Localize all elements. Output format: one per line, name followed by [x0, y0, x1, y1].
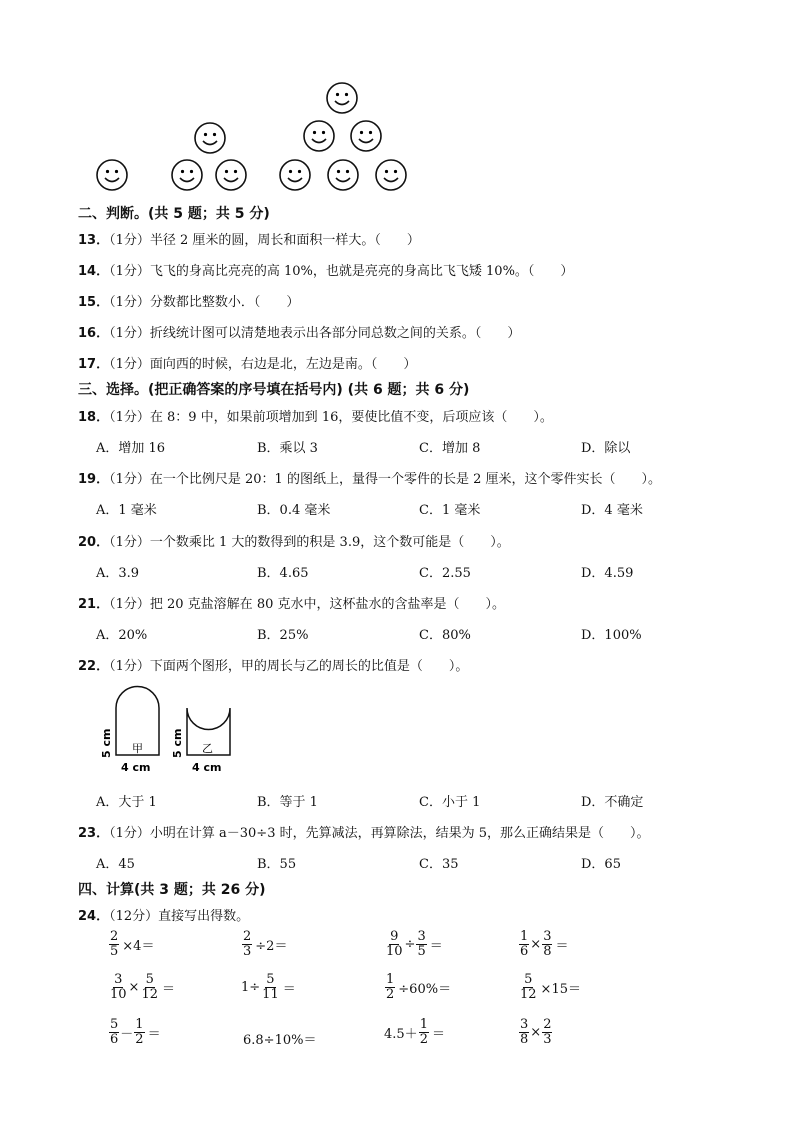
- perimeter-figure: [96, 680, 246, 780]
- smiley-icon: [279, 159, 311, 191]
- option-d: D．不确定: [581, 795, 644, 810]
- calc-item: $\frac{3}{8}$ × $\frac{2}{3}$: [520, 1017, 552, 1047]
- question-23: 23．（1分）小明在计算 a－30÷3 时，先算减法，再算除法，结果为 5，那么正确结果是（ ）。: [78, 826, 650, 841]
- question-20: 20．（1分）一个数乘比 1 大的数得到的积是 3.9，这个数可能是（ ）。: [78, 535, 510, 550]
- option-b: B．0.4 毫米: [257, 503, 331, 518]
- question-22: 22．（1分）下面两个图形，甲的周长与乙的周长的比值是（ ）。: [78, 659, 469, 674]
- calc-item: $\frac{9}{10}$ ÷ $\frac{3}{5}$ ＝: [386, 929, 443, 959]
- smiley-icon: [375, 159, 407, 191]
- section-title: 三、选择。(把正确答案的序号填在括号内) (共 6 题；共 6 分): [78, 382, 470, 398]
- option-c: C．小于 1: [419, 795, 481, 810]
- calc-item: $\frac{1}{2}$ ÷60%＝: [386, 972, 452, 1002]
- smiley-icon: [194, 122, 226, 154]
- option-b: B．55: [257, 857, 297, 872]
- smiley-icon: [350, 120, 382, 152]
- calc-item: $\frac{1}{6}$ × $\frac{3}{8}$ ＝: [520, 929, 569, 959]
- option-a: A．大于 1: [96, 795, 157, 810]
- smiley-icon: [96, 159, 128, 191]
- smiley-icon: [171, 159, 203, 191]
- option-a: A．3.9: [96, 566, 140, 581]
- width-label-jia: 4 cm: [121, 761, 151, 774]
- question-13: 13．（1分）半径 2 厘米的圆，周长和面积一样大。（ ）: [78, 233, 420, 248]
- option-a: A．20%: [96, 628, 148, 643]
- option-d: D．4.59: [581, 566, 634, 581]
- label-yi: 乙: [202, 742, 213, 755]
- calc-item: $\frac{2}{5}$ ×4＝: [110, 929, 155, 959]
- option-b: B．乘以 3: [257, 441, 318, 456]
- calc-item: 4.5＋ $\frac{1}{2}$ ＝: [384, 1017, 445, 1047]
- height-label-jia: 5 cm: [100, 728, 113, 758]
- option-a: A．增加 16: [96, 441, 166, 456]
- option-c: C．1 毫米: [419, 503, 481, 518]
- option-a: A．45: [96, 857, 135, 872]
- calc-item: 6.8÷10%＝: [243, 1033, 317, 1048]
- calc-item: 1÷ $\frac{5}{11}$ ＝: [241, 972, 296, 1002]
- label-jia: 甲: [132, 742, 143, 755]
- section-title: 四、计算(共 3 题；共 26 分): [78, 882, 266, 898]
- section-title: 二、判断。(共 5 题；共 5 分): [78, 206, 270, 222]
- question-21: 21．（1分）把 20 克盐溶解在 80 克水中，这杯盐水的含盐率是（ ）。: [78, 597, 505, 612]
- calc-item: $\frac{5}{12}$ ×15＝: [520, 972, 581, 1002]
- option-b: B．25%: [257, 628, 309, 643]
- option-d: D．除以: [581, 441, 631, 456]
- question-15: 15．（1分）分数都比整数小．（ ）: [78, 295, 300, 310]
- smiley-icon: [215, 159, 247, 191]
- height-label-yi: 5 cm: [171, 728, 184, 758]
- option-a: A．1 毫米: [96, 503, 157, 518]
- question-19: 19．（1分）在一个比例尺是 20：1 的图纸上，量得一个零件的长是 2 厘米，这个零件实长（ ）。: [78, 472, 661, 487]
- option-c: C．2.55: [419, 566, 471, 581]
- calc-item: $\frac{5}{6}$ － $\frac{1}{2}$ ＝: [110, 1017, 161, 1047]
- question-17: 17．（1分）面向西的时候，右边是北，左边是南。（ ）: [78, 357, 417, 372]
- question-18: 18．（1分）在 8：9 中，如果前项增加到 16，要使比值不变，后项应该（ ）。: [78, 410, 553, 425]
- option-c: C．35: [419, 857, 459, 872]
- option-b: B．4.65: [257, 566, 309, 581]
- option-d: D．4 毫米: [581, 503, 643, 518]
- calc-item: $\frac{2}{3}$ ÷2＝: [243, 929, 288, 959]
- smiley-icon: [326, 82, 358, 114]
- width-label-yi: 4 cm: [192, 761, 222, 774]
- smiley-icon: [327, 159, 359, 191]
- option-d: D．65: [581, 857, 621, 872]
- option-d: D．100%: [581, 628, 642, 643]
- question-14: 14．（1分）飞飞的身高比亮亮的高 10%，也就是亮亮的身高比飞飞矮 10%。（ ）: [78, 264, 574, 279]
- option-b: B．等于 1: [257, 795, 318, 810]
- question-24: 24．（12分）直接写出得数。: [78, 909, 250, 924]
- question-16: 16．（1分）折线统计图可以清楚地表示出各部分同总数之间的关系。（ ）: [78, 326, 521, 341]
- smiley-icon: [303, 120, 335, 152]
- calc-item: $\frac{3}{10}$ × $\frac{5}{12}$ ＝: [110, 972, 176, 1002]
- option-c: C．80%: [419, 628, 471, 643]
- option-c: C．增加 8: [419, 441, 481, 456]
